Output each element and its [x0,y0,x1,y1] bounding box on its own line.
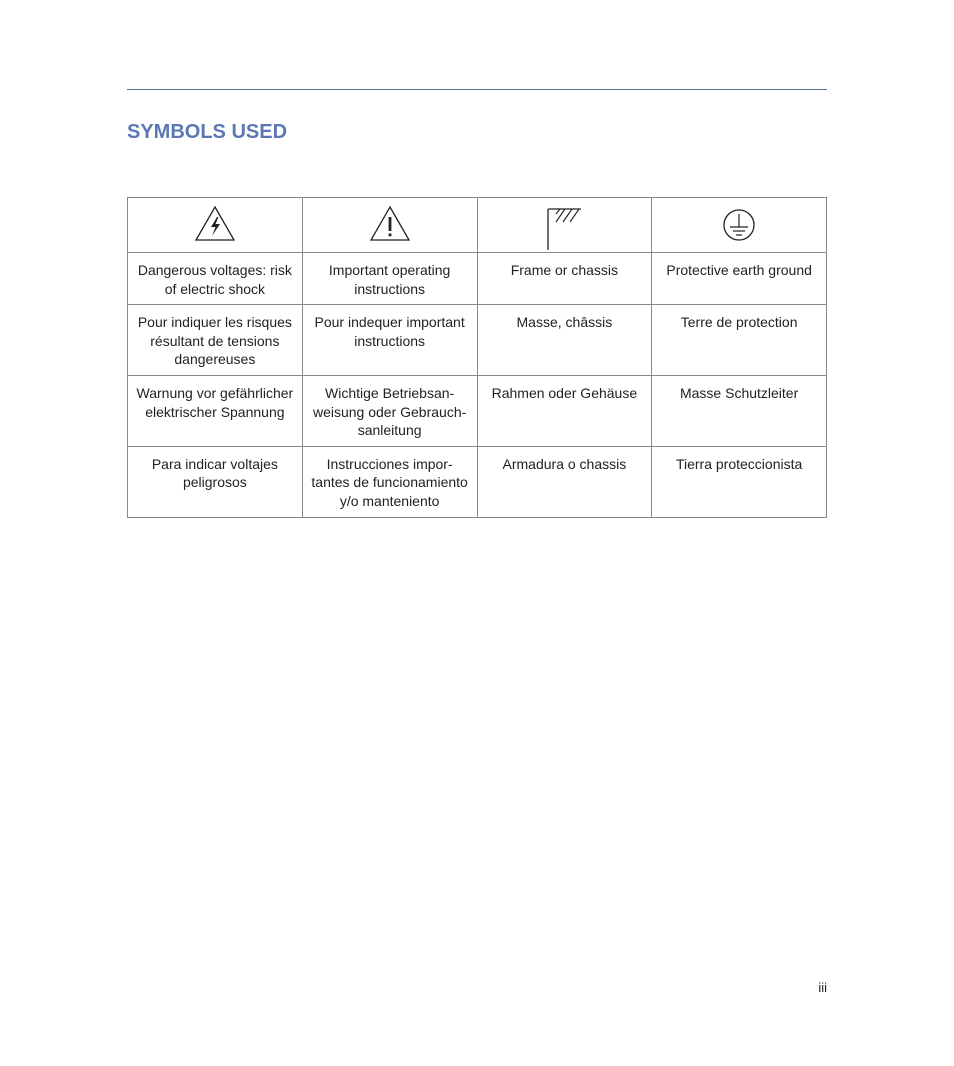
icon-cell [652,198,827,253]
top-rule [127,89,827,90]
chassis-ground-icon [543,204,585,250]
table-cell: Wichtige Betriebsan-weisung oder Gebrauch-sanleitung [302,375,477,446]
table-cell: Warnung vor gefährlicher elektrischer Spannung [128,375,303,446]
icon-cell [128,198,303,253]
symbols-table [127,197,827,518]
table-cell: Armadura o chassis [477,446,652,517]
table-cell: Important operating instructions [302,253,477,305]
table-row-german [128,375,827,446]
caution-exclamation-icon [369,204,411,242]
table-cell: Pour indequer important instructions [302,305,477,376]
protective-earth-icon [718,204,760,242]
table-cell: Pour indiquer les risques résultant de tensions dangereuses [128,305,303,376]
table-cell: Para indicar voltajes peligrosos [128,446,303,517]
page-title: SYMBOLS USED [127,121,288,143]
electric-shock-warning-icon [194,204,236,242]
table-cell: Masse, châssis [477,305,652,376]
table-cell: Rahmen oder Gehäuse [477,375,652,446]
icon-cell [477,198,652,253]
table-row-english [128,253,827,305]
table-cell: Protective earth ground [652,253,827,305]
table-cell: Masse Schutzleiter [652,375,827,446]
icon-cell [302,198,477,253]
table-cell: Frame or chassis [477,253,652,305]
table-cell: Dangerous voltages: risk of electric shock [128,253,303,305]
table-cell: Terre de protection [652,305,827,376]
page-number: iii [818,980,827,995]
table-row-spanish [128,446,827,517]
table-cell: Tierra proteccionista [652,446,827,517]
icon-row [128,198,827,253]
table-row-french [128,305,827,376]
table-cell: Instrucciones impor-tantes de funcionamiento y/o manteniento [302,446,477,517]
